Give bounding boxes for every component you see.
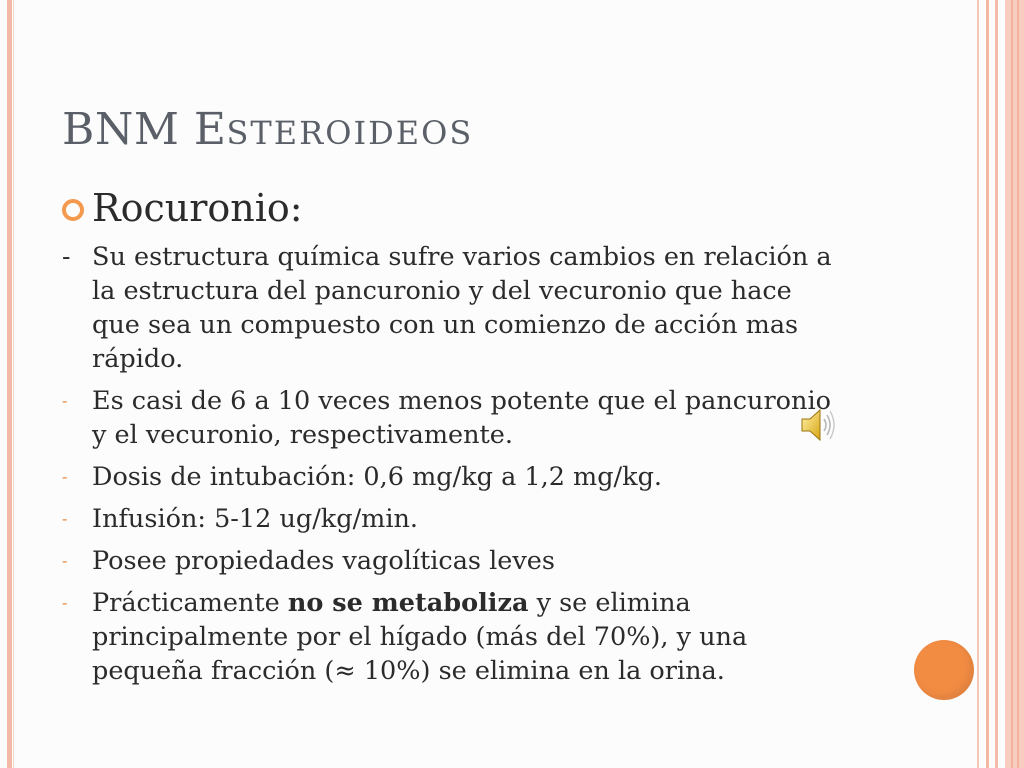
list-item-text: Es casi de 6 a 10 veces menos potente que el pancuronio y el vecuronio, respectivamente. [92,386,831,450]
orange-circle [914,640,974,700]
list-item [62,460,842,494]
frame-line-right-3 [995,0,998,768]
frame-line-right-5 [1011,0,1013,768]
text-after-bold: y se elimina principalmente por el hígado (más del 70%), y una pequeña fracción (≈ 10%) se elimina en la orina. [92,588,748,686]
bullet-list [62,240,842,696]
frame-line-left [7,0,12,768]
frame-line-right-6 [1017,0,1019,768]
speaker-icon[interactable] [800,405,836,445]
frame-line-right-1 [977,0,979,768]
frame-line-left-thin [13,0,14,768]
dash-marker: - [62,509,68,528]
text-before-bold: Prácticamente [92,588,288,618]
title-initial: E [193,104,227,155]
list-item [62,586,842,688]
dash-marker: - [62,242,71,271]
list-item [62,240,842,376]
heading-text: Rocuronio: [92,186,303,230]
frame-line-right-2 [986,0,989,768]
ring-bullet-icon [62,199,84,221]
section-heading [62,186,303,230]
frame-band-right [1005,0,1024,768]
list-item-text: Infusión: 5-12 ug/kg/min. [92,504,419,534]
slide-title [62,104,473,155]
title-smallcaps: STEROIDEOS [226,114,474,152]
list-item-text: Su estructura química sufre varios cambios en relación a la estructura del pancuronio y del vecuronio que hace que sea un compuesto con un comienzo de acción mas rápido. [92,242,832,374]
list-item-text: Dosis de intubación: 0,6 mg/kg a 1,2 mg/kg. [92,462,663,492]
dash-marker: - [62,593,68,612]
title-main: BNM [62,104,194,155]
dash-marker: - [62,391,68,410]
list-item-text: Posee propiedades vagolíticas leves [92,546,555,576]
list-item [62,502,842,536]
bold-phrase: no se metaboliza [287,588,529,618]
dash-marker: - [62,551,68,570]
list-item [62,384,842,452]
list-item [62,544,842,578]
dash-marker: - [62,467,68,486]
